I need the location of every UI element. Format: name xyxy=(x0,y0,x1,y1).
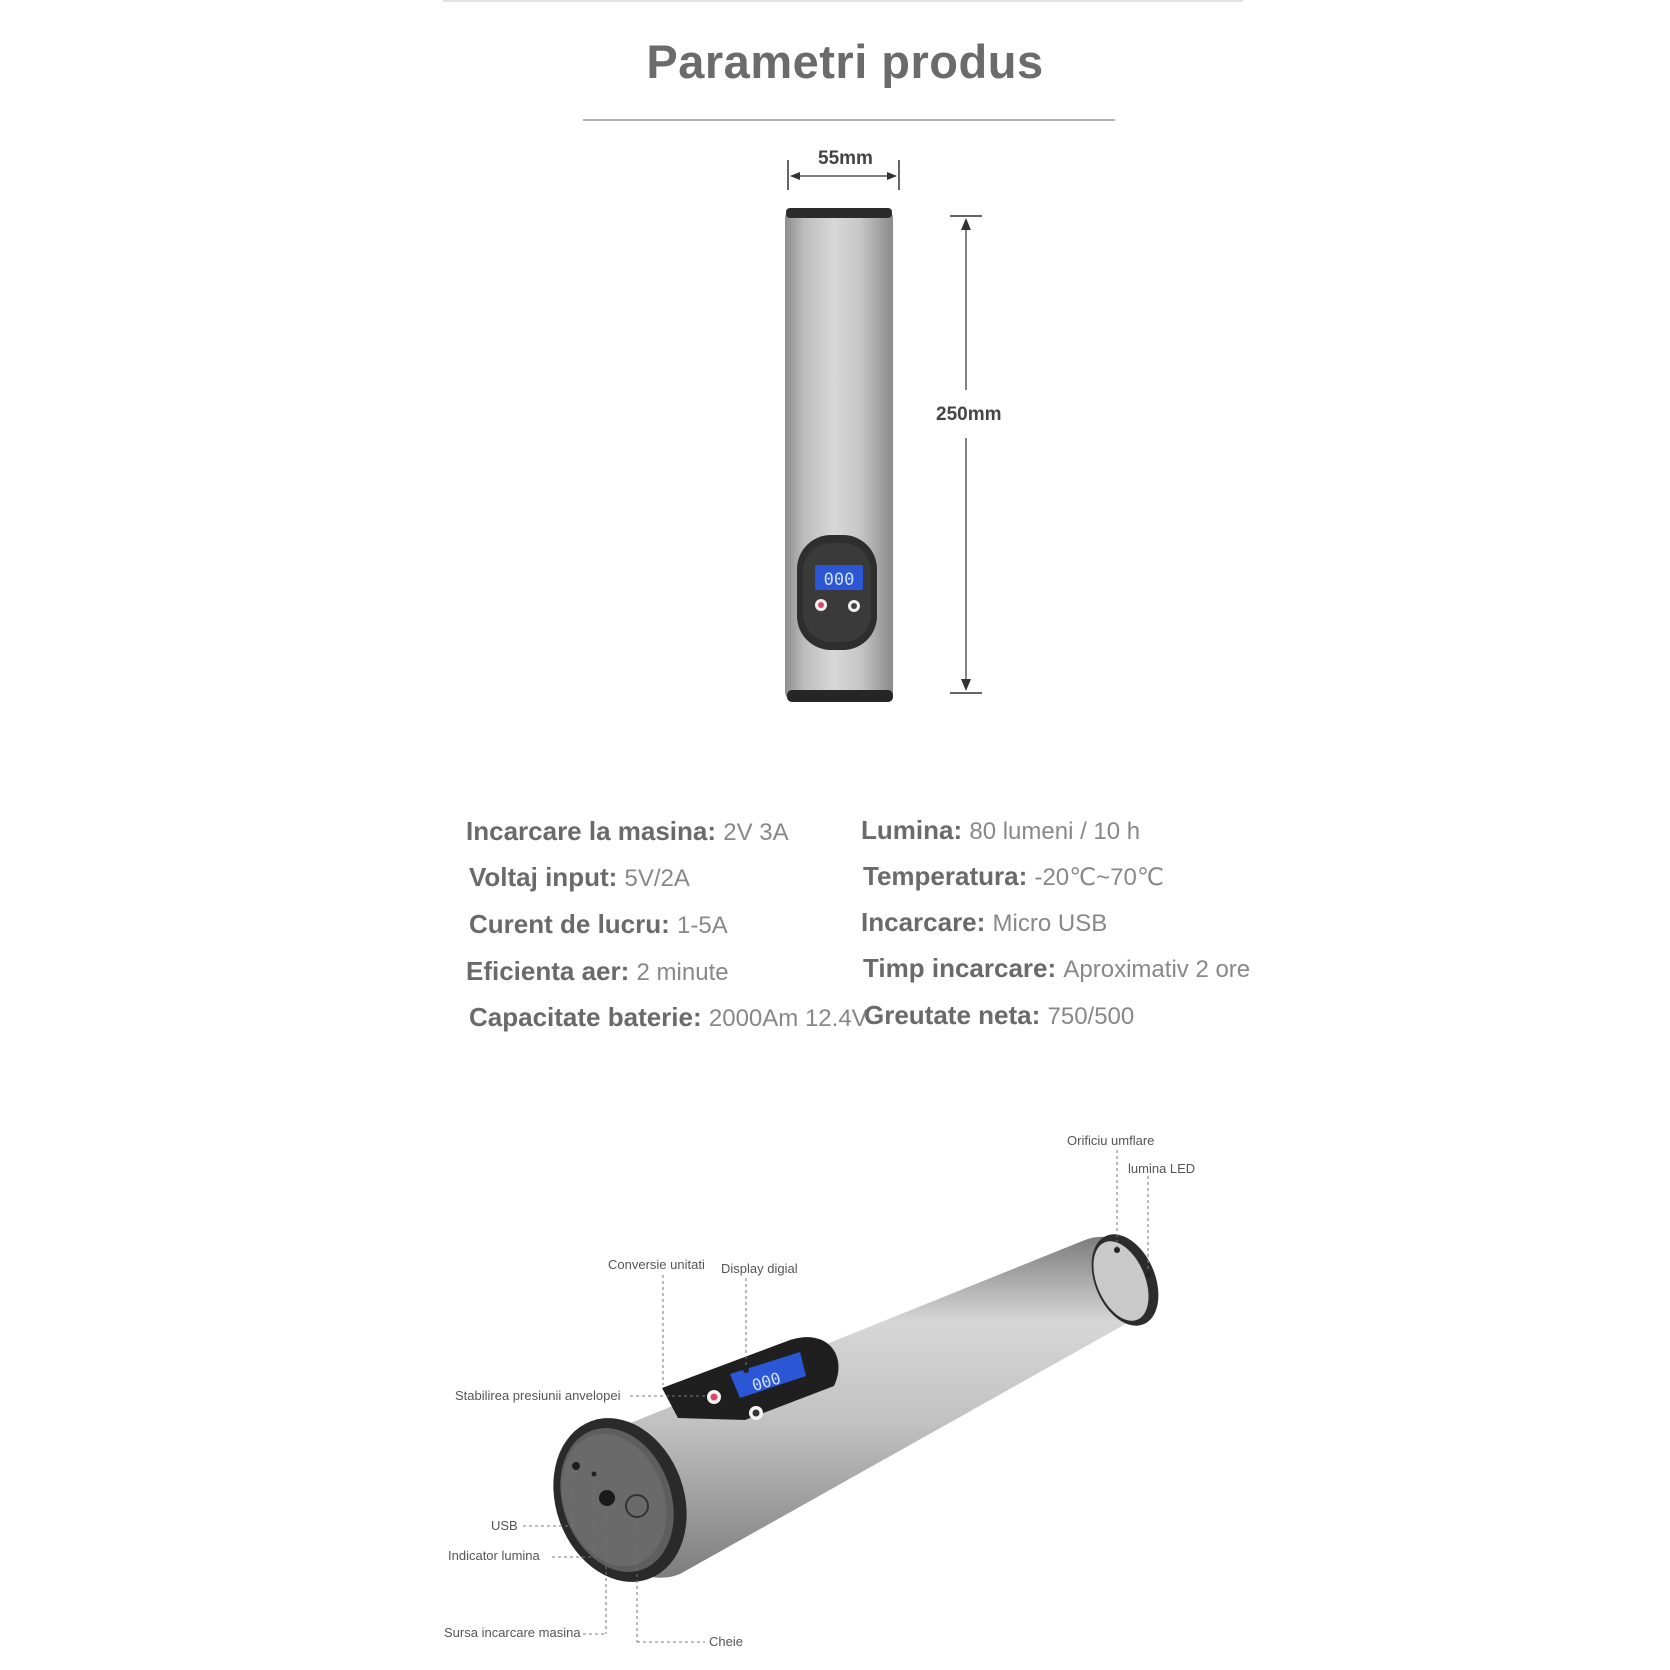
spec-working-current: Curent de lucru: 1-5A xyxy=(469,909,728,939)
callout-tire-pressure: Stabilirea presiunii anvelopei xyxy=(455,1388,621,1403)
callout-key: Cheie xyxy=(709,1634,743,1649)
page-title: Parametri produs xyxy=(646,35,1044,88)
spec-temperature: Temperatura: -20℃~70℃ xyxy=(863,861,1164,891)
spec-car-charging: Incarcare la masina: 2V 3A xyxy=(466,816,789,846)
spec-net-weight: Greutate neta: 750/500 xyxy=(864,1000,1135,1030)
callout-led-light: lumina LED xyxy=(1128,1161,1196,1176)
height-label: 250mm xyxy=(936,404,1002,425)
callout-unit-conversion: Conversie unitati xyxy=(608,1257,705,1272)
width-label: 55mm xyxy=(818,148,873,169)
spec-light: Lumina: 80 lumeni / 10 h xyxy=(861,815,1141,845)
product-body-lying xyxy=(531,1224,1171,1601)
svg-text:000: 000 xyxy=(749,1368,783,1396)
spec-air-efficiency: Eficienta aer: 2 minute xyxy=(466,956,729,986)
callout-car-charging-source: Sursa incarcare masina xyxy=(444,1625,581,1640)
spec-battery-capacity: Capacitate baterie: 2000Am 12.4V xyxy=(469,1002,868,1032)
spec-charging: Incarcare: Micro USB xyxy=(861,907,1108,937)
spec-charging-time: Timp incarcare: Aproximativ 2 ore xyxy=(863,953,1251,983)
callout-indicator-light: Indicator lumina xyxy=(448,1548,540,1563)
svg-text:000: 000 xyxy=(823,570,855,590)
callout-usb: USB xyxy=(491,1518,518,1533)
callout-inflation-port: Orificiu umflare xyxy=(1067,1133,1155,1148)
callout-digital-display: Display digial xyxy=(721,1261,798,1276)
spec-input-voltage: Voltaj input: 5V/2A xyxy=(469,862,690,892)
